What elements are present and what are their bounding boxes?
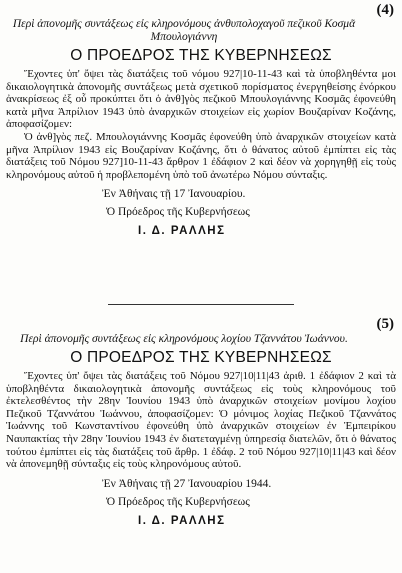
decree-topic: Περὶ ἀπονομῆς συντάξεως εἰς κληρονόμους ἀνθυπολοχαγοῦ πεζικοῦ Κοσμᾶ Μπουλογιάννη	[12, 18, 356, 43]
decree-preamble: Ἔχοντες ὑπ' ὄψει τὰς διατάξεις τοῦ νόμου 927|10-11-43 καὶ τὰ ὑποβληθέντα μοι δικαιολογητικὰ ἀπονομῆς συντάξεως μετὰ σχετικοῦ πορίσματος ἐνεργηθείσης ἐνόρκου ἀνακρίσεως ἐξ οὗ προκύπτει ὅτι ὁ ἀνθ]γὸς πεζικοῦ Μπουλογιάννης Κοσμᾶς ἐφονεύθη κατὰ μῆνα Ἀπρίλιον 1943 ὑπὸ ἀναρχικῶν στοιχείων εἰς χωρίον Βουζαρίναν Κοζάνης, ἀποφασίζομεν:	[6, 68, 396, 131]
decree-decision: Ὁ ἀνθ]γὸς πεζ. Μπουλογιάννης Κοσμᾶς ἐφονεύθη ὑπὸ ἀναρχικῶν στοιχείων κατὰ μῆνα Ἀπρίλιον 1943 εἰς Βουζαρίναν Κοζάνης, ὅτι ὁ θάνατος αὐτοῦ ἐμπίπτει εἰς τὰς διατάξεις τοῦ Νόμου 927]10-11-43 ἄρθρον 1 ἐδάφιον 2 καὶ δέον νὰ χορηγηθῇ εἰς τοὺς κληρονόμους αὐτοῦ ἡ προβλεπομένη ὑπὸ τοῦ ἀνωτέρω Νόμου σύνταξις.	[6, 130, 396, 181]
signatory-name: Ι. Δ. ΡΑΛΛΗΣ	[138, 514, 226, 527]
signatory-name: Ι. Δ. ΡΑΛΛΗΣ	[138, 225, 226, 238]
decree-body: Ἔχοντες ὑπ' ὄψει τὰς διατάξεις τοῦ Νόμου 927|10|11|43 ἀριθ. 1 ἐδάφιον 2 καὶ τὰ ὑποβληθέντα δικαιολογητικὰ ἀπονομῆς συντάξεως εἰς τοὺς κληρονόμους τοῦ ἐκτελεσθέντος τὴν 28ην Ἰουνίου 1943 ὑπὸ ἀναρχικῶν στοιχείων μονίμου λοχίου Πεζικοῦ Τζαννάτου Ἰωάννου, ἀποφασίζομεν: Ὁ μόνιμος λοχίας Πεζικοῦ Τζαννάτος Ἰωάννης τοῦ Κωνσταντίνου ἐφονεύθη ὑπὸ ἀναρχικῶν στοιχείων ἐν Ἐμπειρίκου Ναυπακτίας τὴν 28ην Ἰουνίου 1943 ἐν διατεταγμένῃ ὑπηρεσίᾳ διατελῶν, ὅτι ὁ θάνατος τούτου ἐμπίπτει εἰς τὰς διατάξεις τοῦ ἄρθρ. 1 ἐδάφ. 2 τοῦ Νόμου 927|10|11|43 καὶ δέον νὰ ἀπονεμηθῇ σύνταξις εἰς τοὺς κληρονόμους αὐτοῦ.	[6, 370, 396, 471]
decree-heading: Ο ΠΡΟΕΔΡΟΣ ΤΗΣ ΚΥΒΕΡΝΗΣΕΩΣ	[70, 349, 332, 366]
signature-role: Ὁ Πρόεδρος τῆς Κυβερνήσεως	[106, 206, 250, 219]
decree-number: (4)	[376, 2, 394, 18]
signature-role: Ὁ Πρόεδρος τῆς Κυβερνήσεως	[106, 495, 250, 508]
decree-4	[6, 2, 396, 237]
section-divider	[108, 304, 294, 305]
decree-number: (5)	[376, 316, 394, 332]
decree-topic: Περὶ ἀπονομῆς συντάξεως εἰς κληρονόμους λοχίου Τζαννάτου Ἰωάννου.	[20, 333, 348, 345]
decree-date: Ἐν Ἀθήναις τῇ 27 Ἰανουαρίου 1944.	[102, 477, 272, 490]
decree-5	[6, 316, 396, 527]
decree-heading: Ο ΠΡΟΕΔΡΟΣ ΤΗΣ ΚΥΒΕΡΝΗΣΕΩΣ	[70, 47, 332, 64]
decree-date: Ἐν Ἀθήναις τῇ 17 Ἰανουαρίου.	[102, 188, 246, 201]
